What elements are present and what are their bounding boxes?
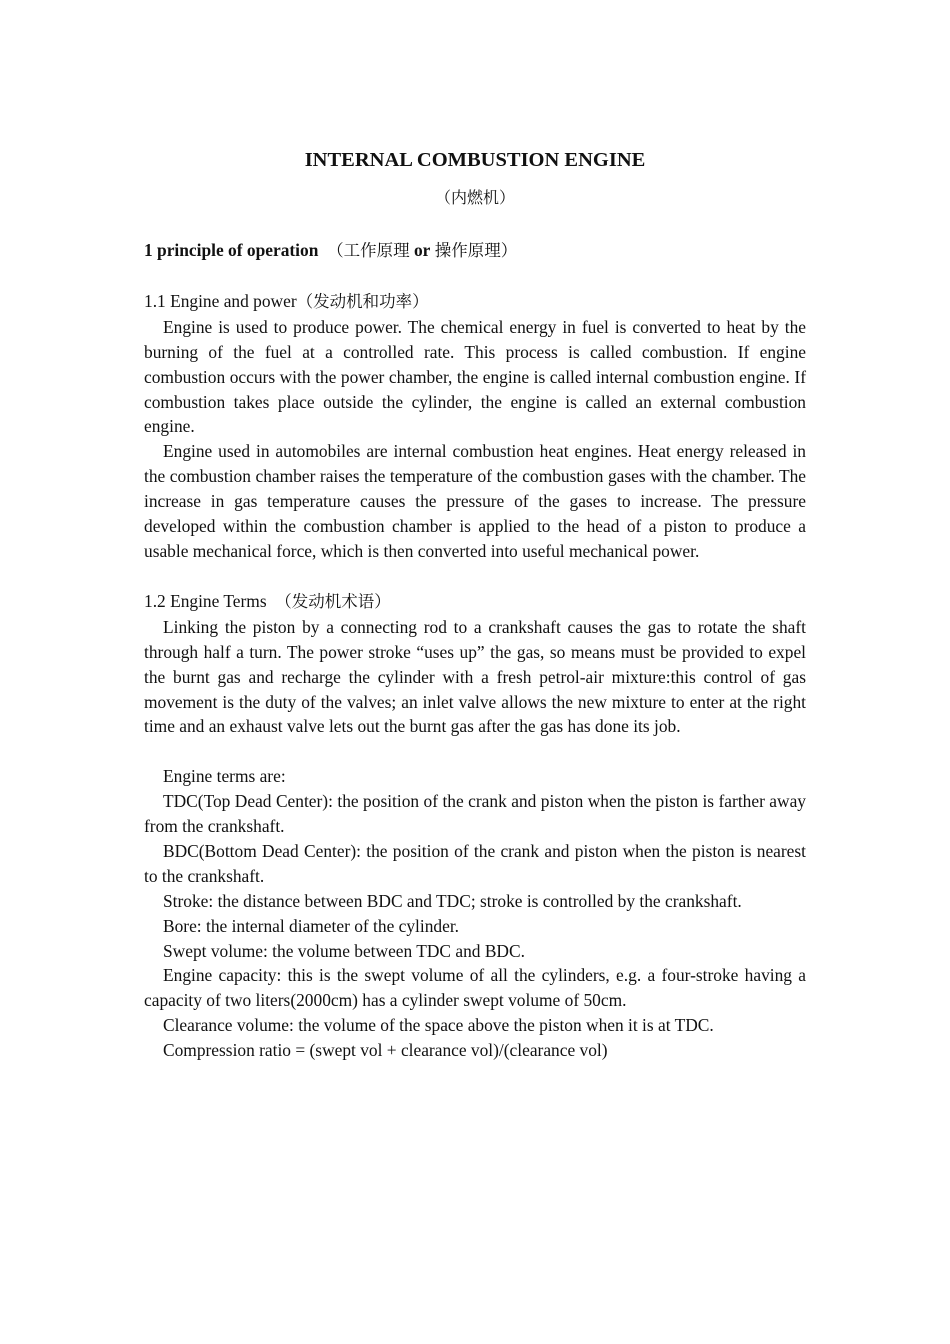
section-1-heading-cn-part2: 操作原理） xyxy=(434,241,518,260)
subsection-1-1-heading xyxy=(144,289,806,315)
term-compression-ratio: Compression ratio = (swept vol + clearance vol)/(clearance vol) xyxy=(163,1040,608,1061)
paragraph-spacer xyxy=(144,739,806,764)
subsection-1-2-heading-en: 1.2 Engine Terms xyxy=(144,590,267,611)
term-bdc: BDC(Bottom Dead Center): the position of the crank and piston when the piston is nearest to the crankshaft. xyxy=(144,840,806,886)
term-bore: Bore: the internal diameter of the cylinder. xyxy=(163,915,460,936)
term-clearance-volume: Clearance volume: the volume of the space above the piston when it is at TDC. xyxy=(163,1015,714,1036)
term-swept-volume: Swept volume: the volume between TDC and BDC. xyxy=(163,940,525,961)
document-page xyxy=(144,146,806,1063)
section-1-heading-en: 1 principle of operation xyxy=(144,240,319,260)
subsection-1-2-heading-cn: （发动机术语） xyxy=(275,591,391,611)
section-1-heading xyxy=(144,238,806,264)
document-subtitle: （内燃机） xyxy=(434,190,515,207)
subsection-1-1-heading-en: 1.1 Engine and power xyxy=(144,290,297,311)
subsection-1-2-paragraph: Linking the piston by a connecting rod to a crankshaft causes the gas to rotate the shaft through half a turn. The power stroke “uses up” the gas, so means must be provided to expel the burnt gas and recharge the cylinder with a fresh petrol-air mixture:this control of gas movement is the duty of the valves; an inlet valve allows the new mixture to enter at the right time and an exhaust valve lets out the burnt gas after the gas has done its job. xyxy=(144,616,806,737)
term-engine-capacity: Engine capacity: this is the swept volume of all the cylinders, e.g. a four-stroke having a capacity of two liters(2000cm) has a cylinder swept volume of 50cm. xyxy=(144,965,806,1011)
section-1-heading-or: or xyxy=(413,240,431,260)
subsection-1-1-paragraph: Engine is used to produce power. The chemical energy in fuel is converted to heat by the burning of the fuel at a controlled rate. This process is called combustion. If engine combustion occurs with the power chamber, the engine is called internal combustion engine. If combustion takes place outside the cylinder, the engine is called an external combustion engine. xyxy=(144,316,806,437)
term-tdc: TDC(Top Dead Center): the position of the crank and piston when the piston is farther away from the crankshaft. xyxy=(144,791,806,837)
section-1-heading-cn-part1: （工作原理 xyxy=(327,241,410,260)
subsection-1-2-heading xyxy=(144,589,806,615)
subsection-1-1-heading-cn: （发动机和功率） xyxy=(296,291,429,311)
term-stroke: Stroke: the distance between BDC and TDC; stroke is controlled by the crankshaft. xyxy=(163,890,742,911)
terms-intro: Engine terms are: xyxy=(163,766,286,787)
document-title: INTERNAL COMBUSTION ENGINE xyxy=(304,149,646,171)
subsection-1-1-paragraph: Engine used in automobiles are internal combustion heat engines. Heat energy released in the combustion chamber raises the temperature of the combustion gases with the chamber. The increase in gas temperature causes the pressure of the gases to increase. The pressure developed within the combustion chamber is applied to the head of a piston to produce a usable mechanical force, which is then converted into useful mechanical power. xyxy=(144,441,806,561)
